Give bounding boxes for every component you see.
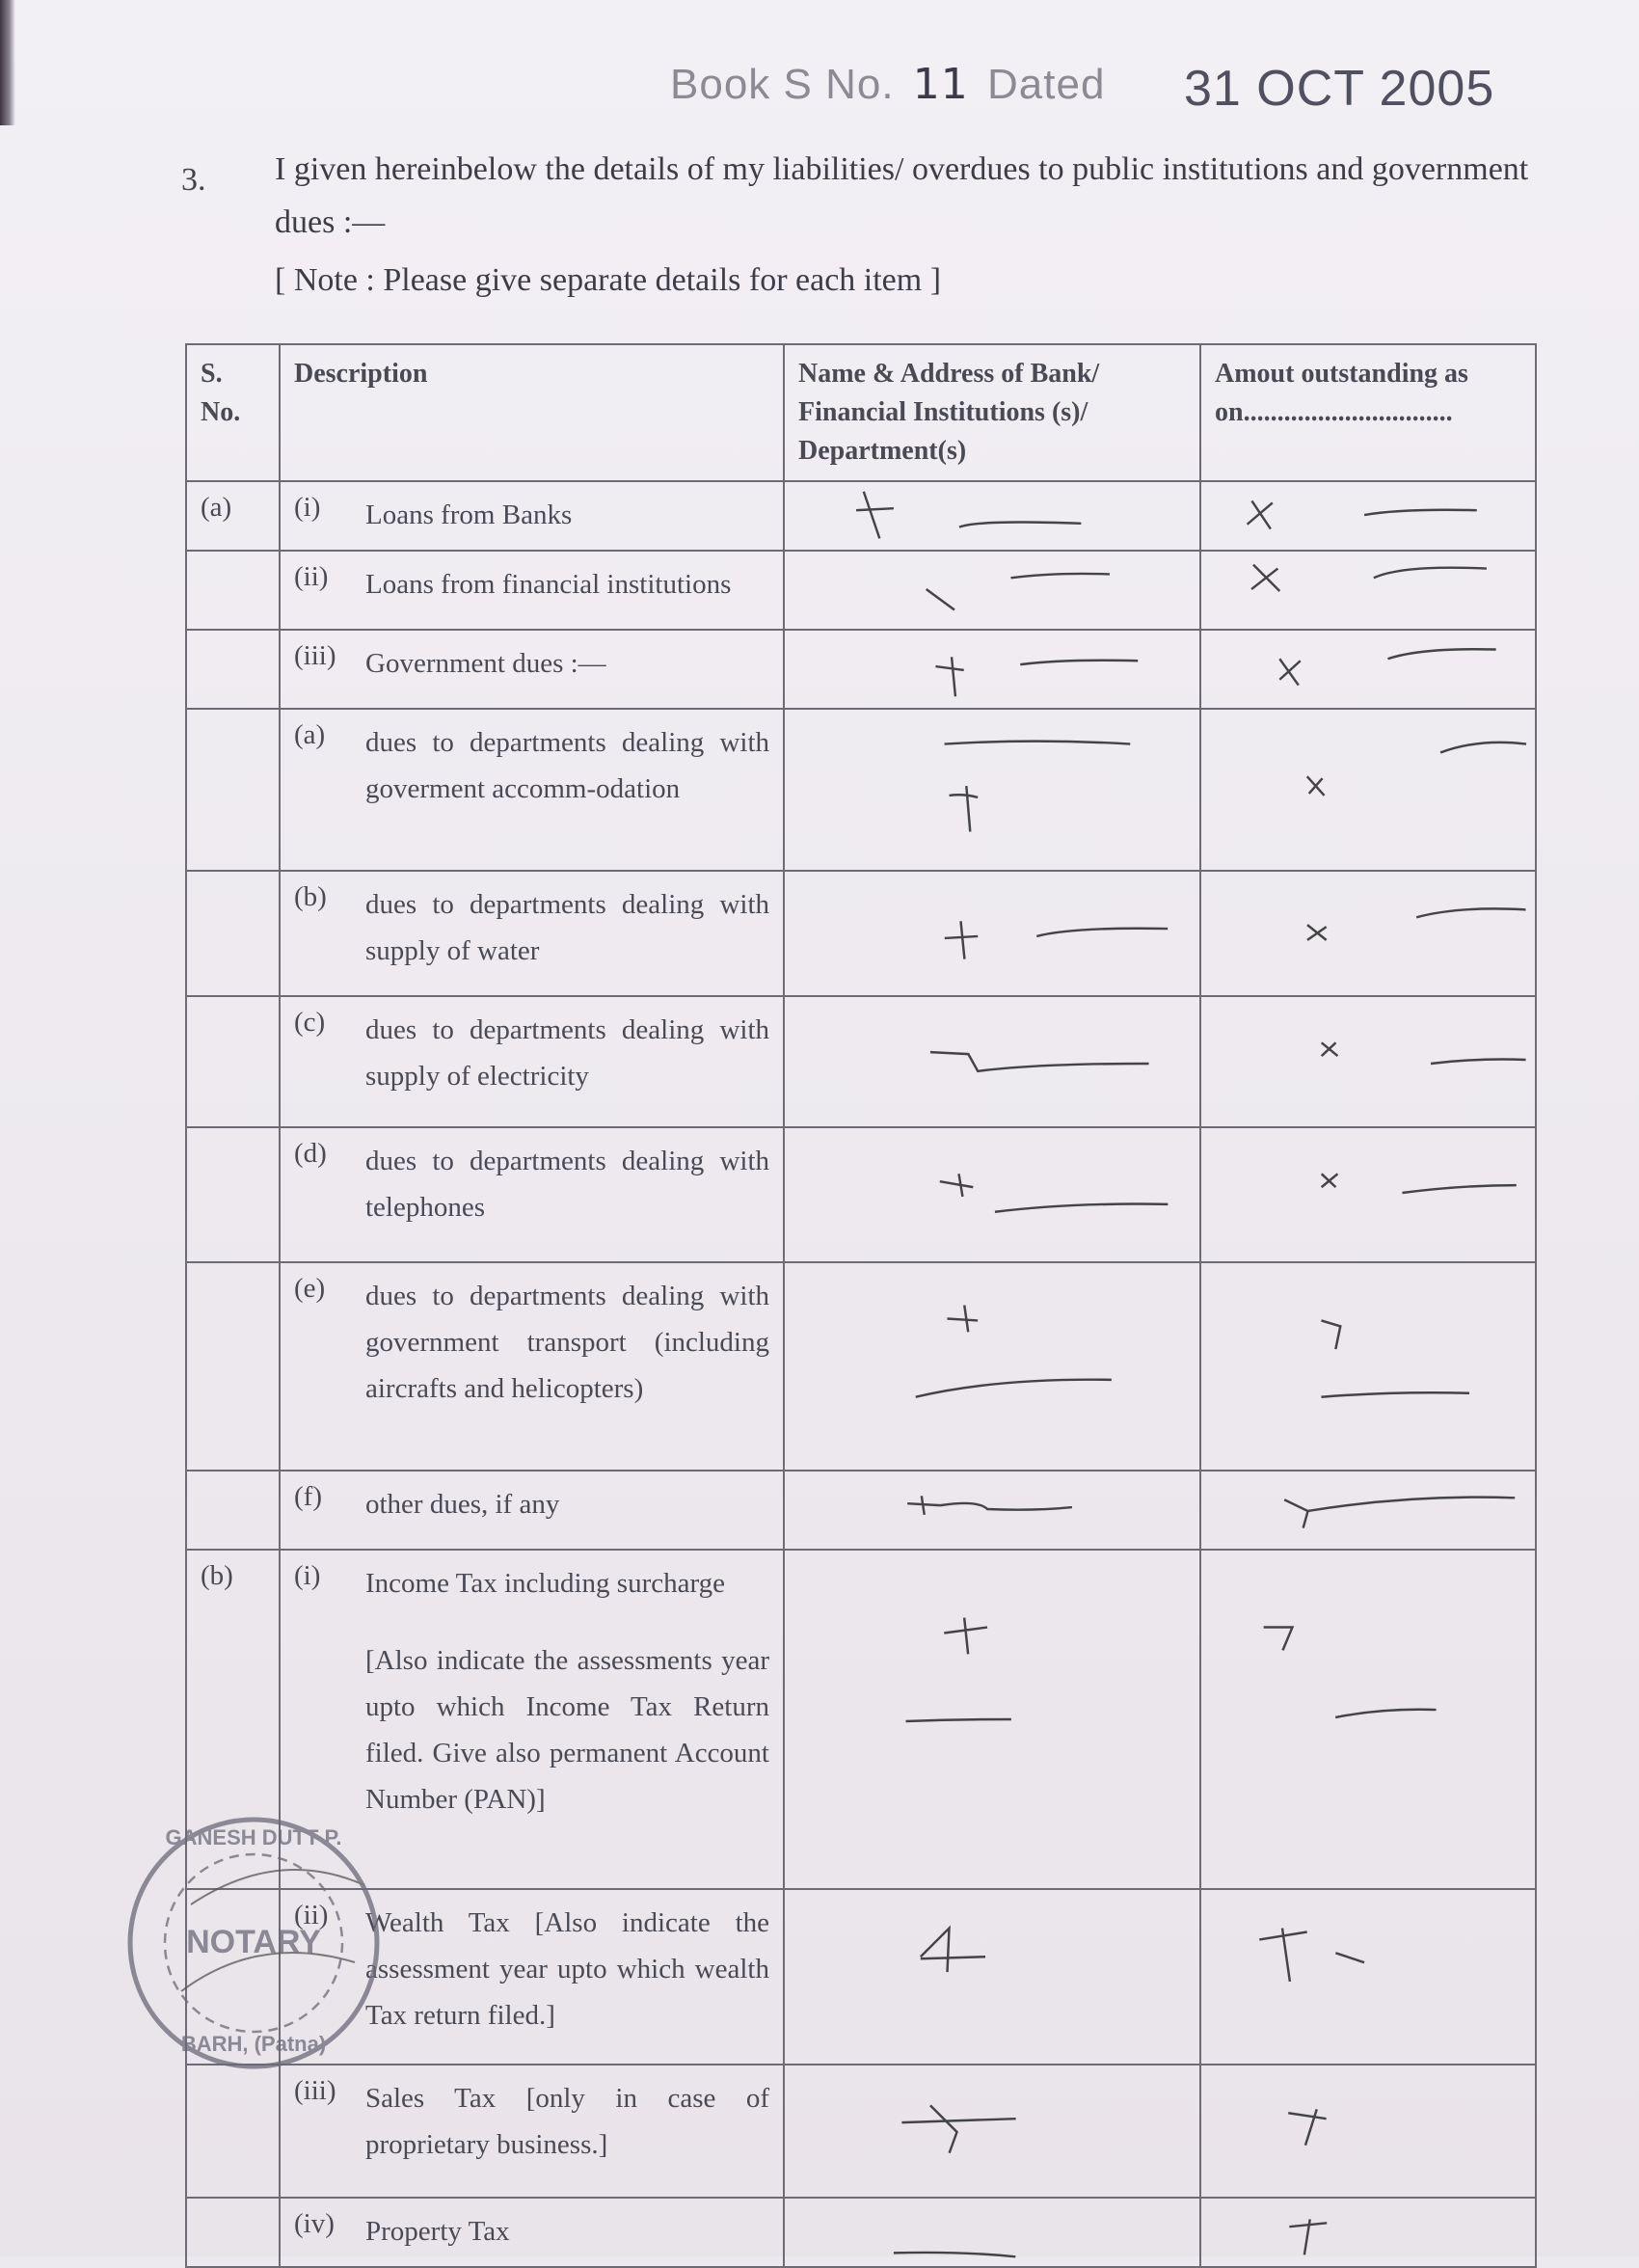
sub-number: (d)	[294, 1138, 327, 1169]
nil-mark	[785, 631, 1199, 708]
amount-cell	[1200, 2198, 1536, 2267]
sno-cell	[186, 1471, 280, 1550]
sub-number: (iii)	[294, 2075, 336, 2106]
amount-cell	[1200, 709, 1536, 871]
header-bank: Name & Address of Bank/ Financial Institutions (s)/ Department(s)	[784, 344, 1200, 481]
table-row	[186, 481, 1536, 551]
description-text: Government dues :—	[365, 648, 606, 679]
sno-cell	[186, 1127, 280, 1262]
bank-cell	[784, 1889, 1200, 2065]
table-row	[186, 1550, 1536, 1889]
nil-mark	[785, 1890, 1199, 2064]
notary-seal	[123, 1789, 384, 2097]
amount-cell	[1200, 1262, 1536, 1471]
sub-number: (ii)	[294, 561, 329, 592]
svg-text:NOTARY: NOTARY	[186, 1924, 321, 1960]
description-extra: [Also indicate the assessments year upto which Income Tax Return filed. Give also permanent Account Number (PAN)]	[365, 1645, 769, 1815]
nil-mark	[1201, 1472, 1535, 1549]
nil-mark	[785, 552, 1199, 629]
amount-cell	[1200, 1471, 1536, 1550]
bank-cell	[784, 551, 1200, 630]
table-row	[186, 1471, 1536, 1550]
description-cell	[280, 709, 784, 871]
description-text: dues to departments dealing with supply of water	[365, 889, 769, 966]
table-row	[186, 1889, 1536, 2065]
amount-cell	[1200, 996, 1536, 1127]
sub-number: (i)	[294, 492, 321, 523]
page-fold-shadow	[0, 0, 15, 125]
nil-mark	[1201, 872, 1535, 995]
nil-mark	[1201, 1551, 1535, 1888]
description-text: dues to departments dealing with government transport (including aircrafts and helicopters)	[365, 1281, 769, 1404]
description-text: Property Tax	[365, 2216, 510, 2247]
nil-mark	[785, 1128, 1199, 1261]
description-cell	[280, 551, 784, 630]
sub-number: (iv)	[294, 2208, 335, 2239]
table-row	[186, 2198, 1536, 2267]
bank-cell	[784, 1550, 1200, 1889]
description-cell	[280, 871, 784, 996]
table-row	[186, 1127, 1536, 1262]
nil-mark	[1201, 631, 1535, 708]
description-text: dues to departments dealing with supply of electricity	[365, 1014, 769, 1092]
book-reference	[670, 60, 1105, 109]
book-ref-label: Book S No.	[670, 61, 895, 108]
bank-cell	[784, 871, 1200, 996]
sub-number: (e)	[294, 1273, 326, 1304]
bank-cell	[784, 2198, 1200, 2267]
sub-number: (iii)	[294, 640, 336, 671]
nil-mark	[1201, 997, 1535, 1126]
sno-cell	[186, 630, 280, 709]
table-row	[186, 871, 1536, 996]
amount-cell	[1200, 1889, 1536, 2065]
sub-number: (b)	[294, 881, 327, 912]
amount-cell	[1200, 1550, 1536, 1889]
sub-number: (a)	[294, 719, 326, 750]
table-row	[186, 2065, 1536, 2198]
amount-cell	[1200, 551, 1536, 630]
description-cell	[280, 1262, 784, 1471]
nil-mark	[1201, 2066, 1535, 2197]
handwritten-number: 11	[912, 60, 969, 109]
header-sno: S. No.	[186, 344, 280, 481]
svg-text:BARH, (Patna): BARH, (Patna)	[180, 2032, 327, 2056]
header-description: Description	[280, 344, 784, 481]
table-header-row	[186, 344, 1536, 481]
sno-cell: (b)	[186, 1550, 280, 1889]
section-intro: I given hereinbelow the details of my liabilities/ overdues to public institutions and government dues :—	[275, 151, 1529, 240]
table-row	[186, 1262, 1536, 1471]
nil-mark	[785, 1472, 1199, 1549]
table-row	[186, 709, 1536, 871]
nil-mark	[785, 997, 1199, 1126]
bank-cell	[784, 481, 1200, 551]
sno-cell	[186, 709, 280, 871]
description-cell	[280, 481, 784, 551]
nil-mark	[1201, 1890, 1535, 2064]
sub-number: (c)	[294, 1007, 326, 1038]
description-text: Wealth Tax [Also indicate the assessment year upto which wealth Tax return filed.]	[365, 1907, 769, 2031]
bank-cell	[784, 709, 1200, 871]
nil-mark	[1201, 552, 1535, 629]
header-amount: Amout outstanding as on...............................	[1200, 344, 1536, 481]
description-cell	[280, 1471, 784, 1550]
amount-cell	[1200, 2065, 1536, 2198]
sno-cell	[186, 871, 280, 996]
table-row	[186, 996, 1536, 1127]
amount-cell	[1200, 630, 1536, 709]
bank-cell	[784, 1471, 1200, 1550]
nil-mark	[1201, 710, 1535, 870]
liabilities-table	[185, 343, 1537, 2268]
amount-cell	[1200, 871, 1536, 996]
description-cell	[280, 1127, 784, 1262]
svg-text:GANESH DUTT P.: GANESH DUTT P.	[165, 1825, 342, 1850]
nil-mark	[785, 482, 1199, 550]
table-row	[186, 630, 1536, 709]
date-stamp: 31 OCT 2005	[1184, 61, 1495, 117]
section-number: 3.	[181, 162, 206, 198]
sno-cell: (a)	[186, 481, 280, 551]
bank-cell	[784, 996, 1200, 1127]
description-text: Loans from financial institutions	[365, 569, 732, 600]
sno-cell	[186, 551, 280, 630]
description-text: dues to departments dealing with goverment accomm-odation	[365, 727, 769, 804]
nil-mark	[785, 2066, 1199, 2197]
nil-mark	[785, 872, 1199, 995]
nil-mark	[1201, 1128, 1535, 1261]
sub-number: (ii)	[294, 1900, 329, 1930]
description-text: dues to departments dealing with telephones	[365, 1146, 769, 1223]
bank-cell	[784, 630, 1200, 709]
bank-cell	[784, 1262, 1200, 1471]
nil-mark	[785, 1263, 1199, 1470]
description-cell	[280, 996, 784, 1127]
description-text: Sales Tax [only in case of proprietary business.]	[365, 2083, 769, 2160]
nil-mark	[1201, 482, 1535, 550]
description-text: other dues, if any	[365, 1489, 560, 1520]
nil-mark	[1201, 1263, 1535, 1470]
description-text: Income Tax including surcharge	[365, 1568, 725, 1599]
table-row	[186, 551, 1536, 630]
description-cell	[280, 2198, 784, 2267]
amount-cell	[1200, 481, 1536, 551]
sno-cell	[186, 996, 280, 1127]
sno-cell	[186, 1262, 280, 1471]
sub-number: (i)	[294, 1560, 321, 1591]
sno-cell	[186, 2198, 280, 2267]
amount-cell	[1200, 1127, 1536, 1262]
dated-label: Dated	[987, 61, 1106, 108]
description-text: Loans from Banks	[365, 500, 573, 530]
bank-cell	[784, 2065, 1200, 2198]
bank-cell	[784, 1127, 1200, 1262]
nil-mark	[785, 1551, 1199, 1888]
section-note: [ Note : Please give separate details for each item ]	[275, 262, 942, 298]
description-cell	[280, 630, 784, 709]
nil-mark	[785, 710, 1199, 870]
sub-number: (f)	[294, 1481, 322, 1512]
